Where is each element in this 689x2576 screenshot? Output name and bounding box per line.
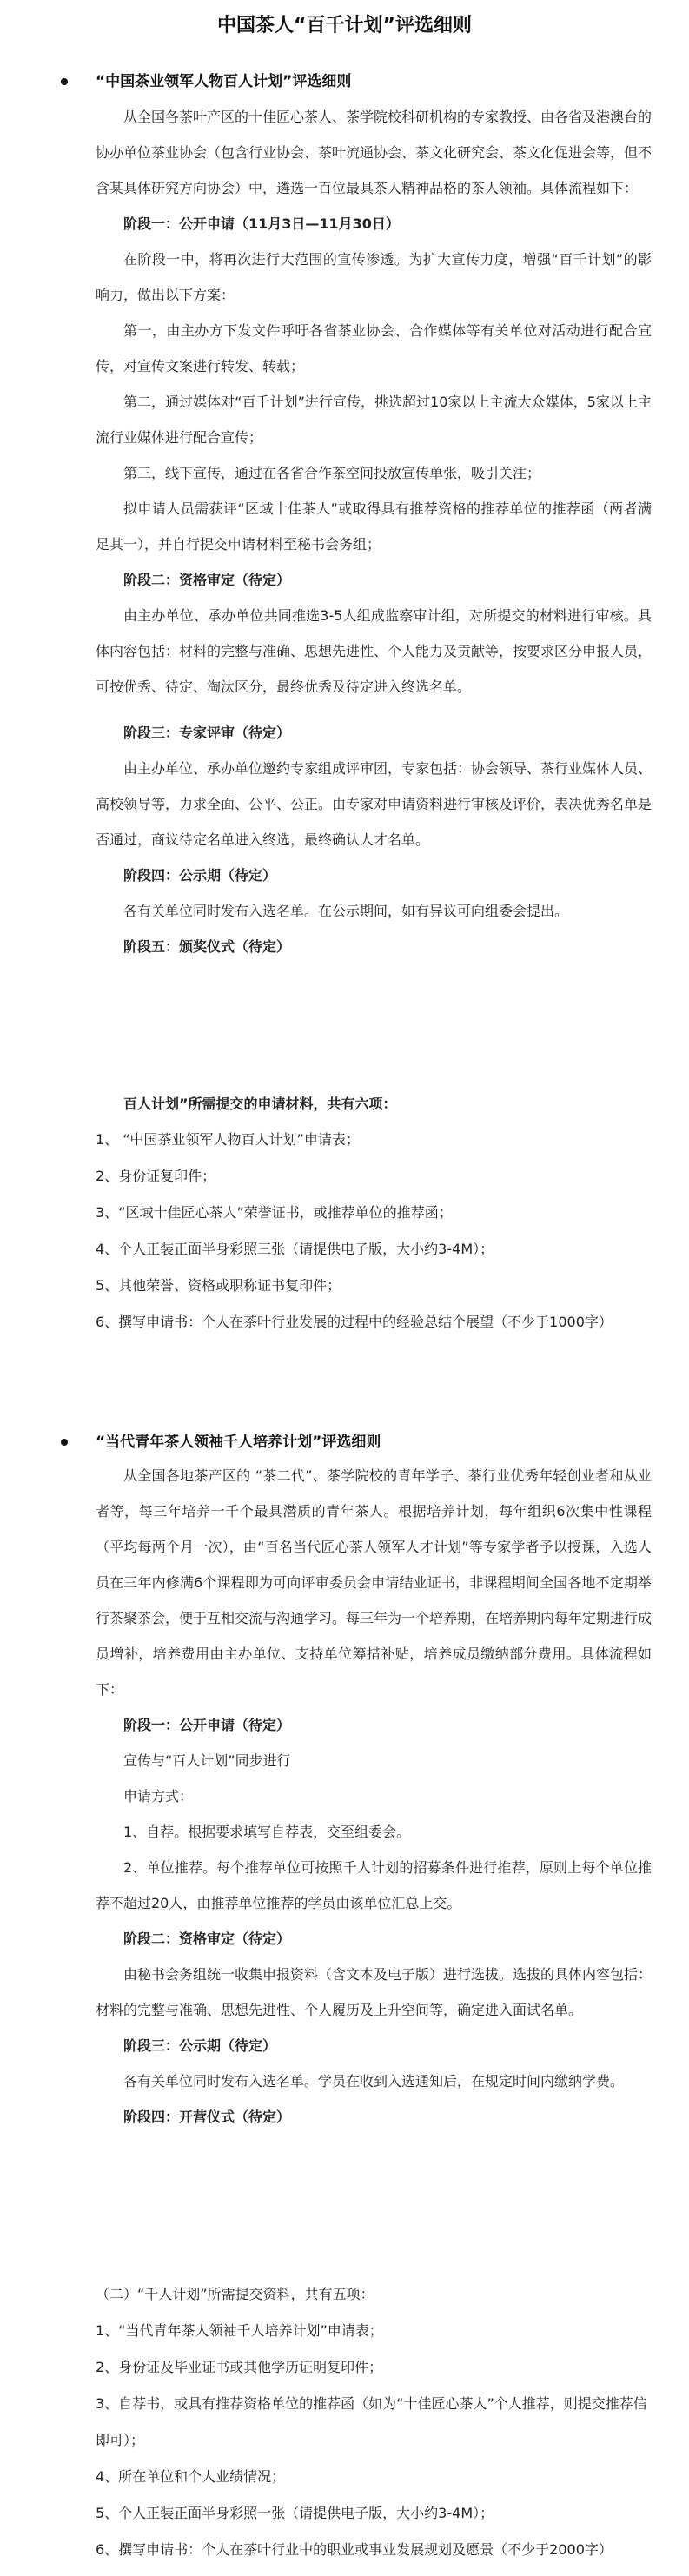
section2-intro: 从全国各地茶产区的 “茶二代”、茶学院校的青年学子、茶行业优秀年轻创业者和从业者等，每三年培养一千个最具潜质的青年茶人。根据培养计划，每年组织6次集中性课程（平均每两个月一次），由“百名当代匠心茶人领军人才计划”等专家学者予以授课，入选人员在三年内修满6个课程即为可向评审委员会申请结业证书，非课程期间全国各地不定期举行茶聚茶会，便于互相交流与沟通学习。每三年为一个培养期，在培养期内每年定期进行成员增补，培养费用由主办单位、支持单位筹措补贴，培养成员缴纳部分费用。具体流程如下： [96,1467,653,1698]
section2-stage1-p3: 1、自荐。根据要求填写自荐表，交至组委会。 [123,1824,411,1840]
list-item: 2、身份证及毕业证书或其他学历证明复印件； [96,2359,383,2375]
section1-intro: 从全国各茶叶产区的十佳匠心茶人、茶学院校科研机构的专家教授、由各省及港澳台的协办单位茶业协会（包含行业协会、茶叶流通协会、茶文化研究会、茶文化促进会等，但不含某具体研究方向协会）中，遴选一百位最具茶人精神品格的茶人领袖。具体流程如下： [96,109,653,196]
section2-stage2-p: 由秘书会务组统一收集申报资料（含文本及电子版）进行选拔。选拔的具体内容包括：材料的完整与准确、思想先进性、个人履历及上升空间等，确定进入面试名单。 [96,1966,653,2018]
list-item: 6、撰写申请书：个人在茶叶行业发展的过程中的经验总结个展望（不少于1000字） [96,1314,613,1330]
list-item: 2、身份证复印件； [96,1168,216,1184]
section2-stage3: 阶段三：公示期（待定） [123,2037,277,2054]
list-item: 3、“区域十佳匠心茶人”荣誉证书，或推荐单位的推荐函； [96,1204,453,1221]
section2-stage3-p: 各有关单位同时发布入选名单。学员在收到入选通知后，在规定时间内缴纳学费。 [123,2073,625,2089]
section1-stage1: 阶段一：公开申请（11月3日—11月30日） [123,215,400,232]
section1-stage3-p: 由主办单位、承办单位邀约专家组成评审团，专家包括：协会领导、茶行业媒体人员、高校领导等，力求全面、公平、公正。由专家对申请资料进行审核及评价，表决优秀名单是否通过，商议待定名单进入终选，最终确认人才名单。 [96,760,653,848]
list-item: 3、自荐书，或具有推荐资格单位的推荐函（如为“十佳匠心茶人”个人推荐，则提交推荐信即可）； [96,2395,647,2448]
section2-heading [96,1428,652,1456]
list-item: 4、所在单位和个人业绩情况； [96,2468,286,2485]
section1-materials-title: 百人计划”所需提交的申请材料，共有六项： [123,1096,397,1112]
section1-stage1-p5: 拟申请人员需获评“区域十佳茶人”或取得具有推荐资格的推荐单位的推荐函（两者满足其一），并自行提交申请材料至秘书会务组； [96,500,652,553]
section2-body [96,1458,652,2135]
list-item: 6、撰写申请书：个人在茶叶行业中的职业或事业发展规划及愿景（不少于2000字） [96,2541,613,2558]
section1-stage5: 阶段五：颁奖仪式（待定） [123,938,291,955]
section2-stage1-p1: 宣传与“百人计划”同步进行 [123,1752,291,1769]
section1-stage3: 阶段三：专家评审（待定） [123,725,291,741]
list-item: 5、其他荣誉、资格或职称证书复印件； [96,1277,341,1294]
section2-stage2: 阶段二：资格审定（待定） [123,1930,291,1947]
section2-heading-text: “当代青年茶人领袖千人培养计划”评选细则 [96,1434,381,1451]
section1-materials [96,1086,652,1341]
section2-stage4: 阶段四：开营仪式（待定） [123,2109,291,2125]
section2-materials-title: （二）“千人计划”所需提交资料，共有五项： [96,2286,374,2302]
bullet-icon [61,78,68,85]
section1-stage4-p: 各有关单位同时发布入选名单。在公示期间，如有异议可向组委会提出。 [123,903,569,919]
section1-stage1-p3: 第二，通过媒体对“百千计划”进行宣传，挑选超过10家以上主流大众媒体，5家以上主流行业媒体进行配合宣传； [96,394,652,446]
section1-stage2-p: 由主办单位、承办单位共同推选3-5人组成监察审计组，对所提交的材料进行审核。具体内容包括：材料的完整与准确、思想先进性、个人能力及贡献等，按要求区分申报人员，可按优秀、待定、淘汰区分，最终优秀及待定进入终选名单。 [96,607,653,695]
section1-stage2: 阶段二：资格审定（待定） [123,572,291,588]
list-item: 1、“当代青年茶人领袖千人培养计划”申请表； [96,2322,383,2339]
list-item: 1、 “中国茶业领军人物百人计划”申请表； [96,1131,360,1148]
list-item: 5、个人正装正面半身彩照一张（请提供电子版，大小约3-4M）； [96,2505,494,2521]
section2-stage1-p4: 2、单位推荐。每个推荐单位可按照千人计划的招募条件进行推荐，原则上每个单位推荐不超过20人，由推荐单位推荐的学员由该单位汇总上交。 [96,1859,652,1911]
section1-stage4: 阶段四：公示期（待定） [123,867,277,884]
bullet-icon [61,1439,68,1446]
section1-stage1-p4: 第三，线下宣传，通过在各省合作茶空间投放宣传单张，吸引关注； [123,465,541,481]
page-title: 中国茶人“百千计划”评选细则 [217,15,472,36]
section1-body [96,99,652,964]
section2-stage1: 阶段一：公开申请（待定） [123,1717,291,1733]
section1-stage1-p1: 在阶段一中，将再次进行大范围的宣传渗透。为扩大宣传力度，增强“百千计划”的影响力，做出以下方案： [96,251,652,303]
section1-heading [96,68,652,96]
section2-materials [96,2276,652,2568]
list-item: 4、个人正装正面半身彩照三张（请提供电子版，大小约3-4M）； [96,1241,494,1257]
section1-heading-text: “中国茶业领军人物百人计划”评选细则 [96,73,352,90]
section1-stage1-p2: 第一，由主办方下发文件呼吁各省茶业协会、合作媒体等有关单位对活动进行配合宣传，对宣传文案进行转发、转载； [96,322,652,374]
section2-stage1-p2: 申请方式： [123,1788,194,1805]
